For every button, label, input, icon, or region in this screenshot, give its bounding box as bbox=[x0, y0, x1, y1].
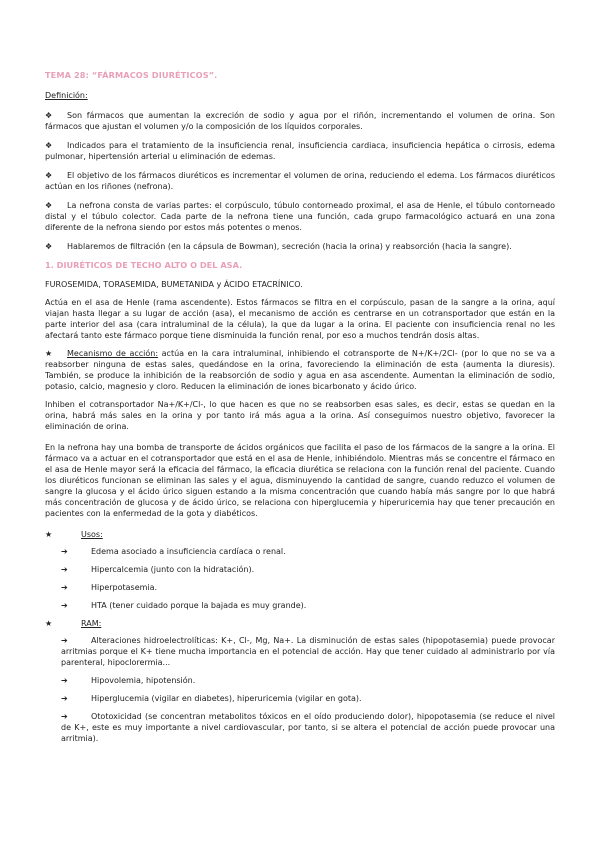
arrow-bullet-icon: ➔ bbox=[61, 694, 68, 703]
list-item bbox=[45, 564, 555, 575]
definition-label: Definición: bbox=[45, 91, 88, 100]
list-item-text: Hipercalcemia (junto con la hidratación). bbox=[91, 565, 255, 574]
arrow-bullet-icon: ➔ bbox=[61, 712, 68, 721]
list-item-text: Hiperpotasemia. bbox=[91, 583, 158, 592]
bullet-item bbox=[45, 170, 555, 192]
bullet-text: Indicados para el tratamiento de la insuficiencia renal, insuficiencia cardiaca, insuficiencia hepática o cirrosis, edema pulmonar, hipertensión arterial u eliminación de edemas. bbox=[45, 141, 555, 161]
bullet-item bbox=[45, 110, 555, 132]
definition-heading bbox=[45, 90, 555, 101]
arrow-bullet-icon: ➔ bbox=[61, 547, 68, 556]
page-title: TEMA 28: “FÁRMACOS DIURÉTICOS”. bbox=[45, 70, 218, 80]
diamond-bullet-icon: ❖ bbox=[45, 141, 53, 150]
bullet-item bbox=[45, 200, 555, 233]
drugs-line: FUROSEMIDA, TORASEMIDA, BUMETANIDA y ÁCIDO ETACRÍNICO. bbox=[45, 280, 303, 289]
list-item bbox=[45, 711, 555, 744]
paragraph-inhiben: Inhiben el cotransportador Na+/K+/Cl-, lo que hacen es que no se reabsorben esas sales, es decir, estas se quedan en la orina, habrá más sales en la orina y por tanto irá más agua a la orina. Así conseguimos nuestro objetivo, favorecer la eliminación de orina. bbox=[45, 400, 555, 431]
list-item bbox=[45, 675, 555, 686]
star-bullet-icon: ★ bbox=[45, 619, 53, 628]
list-item-text: HTA (tener cuidado porque la bajada es muy grande). bbox=[91, 601, 307, 610]
diamond-bullet-icon: ❖ bbox=[45, 171, 53, 180]
paragraph-bomba: En la nefrona hay una bomba de transporte de ácidos orgánicos que facilita el paso de los fármacos de la sangre a la orina. El fármaco va a actuar en el cotransportador que está en el asa de Henle, inhibiéndolo. Mientras más se concentre el fármaco en el asa de Henle mayor será la eficacia del fármaco, la eficacia diurética se relaciona con la función renal del paciente. Cuando los diuréticos funcionan se eliminan las sales y el agua, disminuyendo la cantidad de sangre, cuando reduzco el volumen de sangre la glucosa y el ácido úrico siguen estando a la misma concentración que cuando había más sangre por lo que habrá más concentración de glucosa y de ácido úrico, se relaciona con hiperglucemia y hiperuricemia hay que tener precaución en pacientes con la enfermedad de la gota y diabéticos. bbox=[45, 443, 555, 518]
ram-heading bbox=[45, 618, 555, 629]
arrow-bullet-icon: ➔ bbox=[61, 601, 68, 610]
diamond-bullet-icon: ❖ bbox=[45, 201, 53, 210]
mechanism-label: Mecanismo de acción: bbox=[67, 349, 159, 358]
star-bullet-icon: ★ bbox=[45, 349, 53, 358]
list-item-text: Edema asociado a insuficiencia cardíaca o renal. bbox=[91, 547, 286, 556]
list-item bbox=[45, 546, 555, 557]
list-item-text: Ototoxicidad (se concentran metabolitos tóxicos en el oído produciendo dolor), hipopotasemia (se reduce el nivel de K+, este es muy importante a nivel cardiovascular, por tanto, si se altera el potencial de acción puede provocar una arritmia). bbox=[61, 712, 555, 743]
diamond-bullet-icon: ❖ bbox=[45, 111, 53, 120]
diamond-bullet-icon: ❖ bbox=[45, 242, 53, 251]
list-item bbox=[45, 693, 555, 704]
mechanism-paragraph bbox=[45, 348, 555, 392]
ram-label: RAM: bbox=[81, 619, 102, 628]
bullet-text: La nefrona consta de varias partes: el corpúsculo, túbulo contorneado proximal, el asa de Henle, el túbulo contorneado distal y el túbulo colector. Cada parte de la nefrona tiene una función, cada grupo farmacológico actuará en una zona diferente de la nefrona siendo por estos más potentes o menos. bbox=[45, 201, 555, 232]
list-item bbox=[45, 582, 555, 593]
list-item bbox=[45, 600, 555, 611]
paragraph-asa: Actúa en el asa de Henle (rama ascendente). Estos fármacos se filtra en el corpúsculo, pasan de la sangre a la orina, aquí viajan hasta llegar a su lugar de acción (asa), el mecanismo de acción es centrarse en un cotransportador que están en la parte interior del asa (cara intraluminal de la célula), la que da lugar a la orina. El paciente con insuficiencia renal no les afectará tanto este fármaco porque tiene disminuida la función renal, por eso a muchos tendrán dosis altas. bbox=[45, 298, 555, 340]
list-item-text: Alteraciones hidroelectrolíticas: K+, Cl-, Mg, Na+. La disminución de estas sales (hipopotasemia) puede provocar arritmias porque el K+ tiene mucha importancia en el potencial de acción. Hay que tener cuidado al administrarlo por vía parenteral, hipoclorermia... bbox=[61, 636, 555, 667]
arrow-bullet-icon: ➔ bbox=[61, 636, 68, 645]
bullet-text: El objetivo de los fármacos diuréticos es incrementar el volumen de orina, reduciendo el edema. Los fármacos diuréticos actúan en los riñones (nefrona). bbox=[45, 171, 555, 191]
arrow-bullet-icon: ➔ bbox=[61, 565, 68, 574]
mechanism-text: actúa en la cara intraluminal, inhibiendo el cotransporte de N+/K+/2Cl- (por lo que no se va a reabsorber ninguna de estas sales, quedándose en la orina, favoreciendo la eliminación de esta (aumenta la diuresis). También, se produce la inhibición de la reabsorción de sodio y agua en asa ascendente. Aumentan la eliminación de sodio, potasio, calcio, magnesio y cloro. Reducen la eliminación de iones bicarbonato y ácido úrico. bbox=[45, 349, 555, 391]
list-item-text: Hipovolemia, hipotensión. bbox=[91, 676, 196, 685]
list-item bbox=[45, 635, 555, 668]
usos-label: Usos: bbox=[81, 530, 103, 539]
bullet-item bbox=[45, 140, 555, 162]
star-bullet-icon: ★ bbox=[45, 530, 53, 539]
bullet-item bbox=[45, 241, 555, 252]
bullet-text: Hablaremos de filtración (en la cápsula de Bowman), secreción (hacia la orina) y reabsorción (hacia la sangre). bbox=[67, 242, 512, 251]
usos-heading bbox=[45, 529, 555, 540]
bullet-text: Son fármacos que aumentan la excreción de sodio y agua por el riñón, incrementando el volumen de orina. Son fármacos que ajustan el volumen y/o la composición de los líquidos corporales. bbox=[45, 111, 555, 131]
arrow-bullet-icon: ➔ bbox=[61, 583, 68, 592]
arrow-bullet-icon: ➔ bbox=[61, 676, 68, 685]
list-item-text: Hiperglucemia (vigilar en diabetes), hiperuricemia (vigilar en gota). bbox=[91, 694, 362, 703]
section-heading: 1. DIURÉTICOS DE TECHO ALTO O DEL ASA. bbox=[45, 260, 243, 270]
